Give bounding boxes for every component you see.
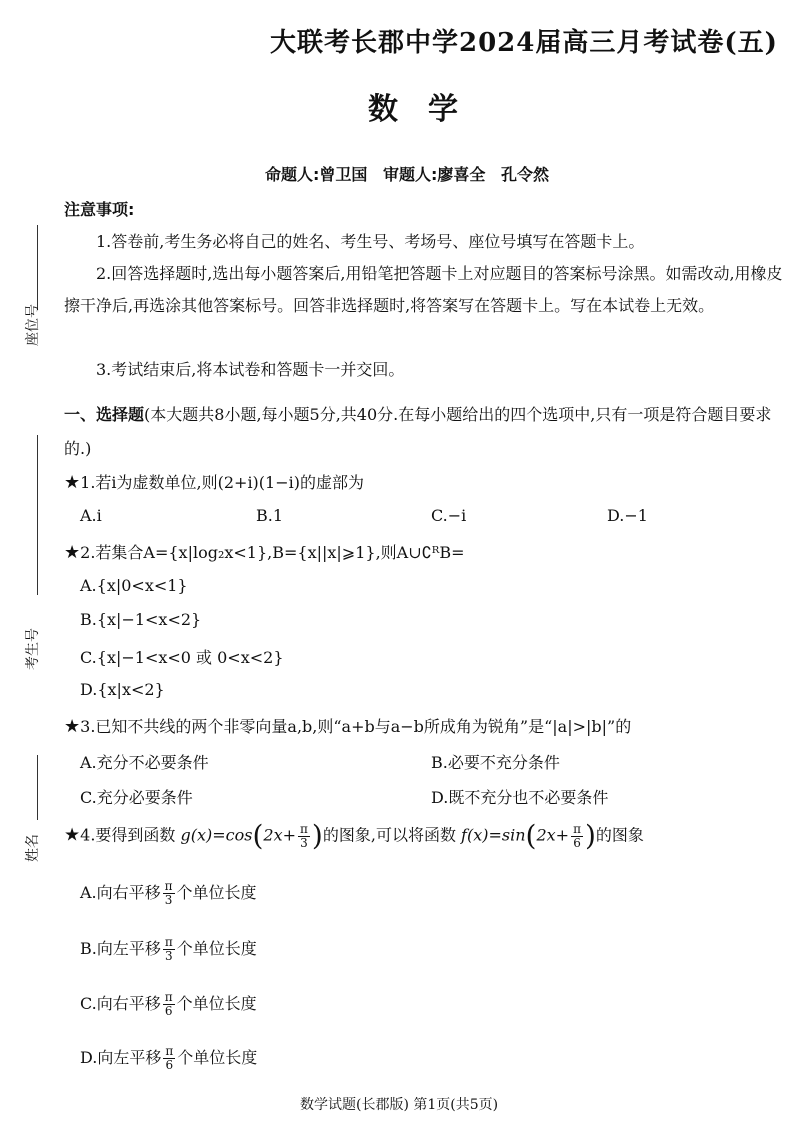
q4-text-2: 的图象,可以将函数	[322, 825, 456, 845]
authors-line	[265, 162, 559, 185]
section-1	[64, 398, 786, 466]
frac-den: 6	[573, 835, 581, 850]
margin-line-exam-no	[37, 435, 38, 595]
q4-option-c	[80, 991, 257, 1018]
star-icon: ★	[64, 824, 81, 846]
frac-den: 3	[300, 835, 308, 850]
frac-den: 6	[165, 1058, 174, 1072]
frac-num: π	[300, 821, 308, 836]
option-prefix: D.向左平移	[80, 1048, 162, 1067]
q1-option-d: D.−1	[607, 506, 648, 525]
section-1-heading: 一、选择题	[64, 405, 145, 424]
fraction-pi-6	[163, 1045, 175, 1072]
q4-option-d	[80, 1045, 257, 1072]
q2-option-a: A.{x|0<x<1}	[80, 576, 188, 595]
q3-option-d: D.既不充分也不必要条件	[431, 788, 609, 807]
frac-num: π	[573, 821, 581, 836]
question-3-stem	[64, 714, 631, 737]
notice-item-2: 2.回答选择题时,选出每小题答案后,用铅笔把答题卡上对应题目的答案标号涂黑。如需改动,用橡皮擦干净后,再选涂其他答案标号。回答非选择题时,将答案写在答题卡上。写在本试卷上无效。	[64, 264, 783, 315]
paren-open: (	[252, 819, 264, 852]
q1-option-b: B.1	[256, 506, 284, 525]
option-prefix: B.向左平移	[80, 939, 161, 958]
q2-option-b: B.{x|−1<x<2}	[80, 610, 202, 629]
option-suffix: 个单位长度	[176, 994, 257, 1013]
setter: 命题人:曾卫国	[265, 165, 368, 184]
exam-title: 大联考长郡中学2024届高三月考试卷(五)	[270, 28, 778, 58]
question-3-text: 3.已知不共线的两个非零向量a,b,则“a+b与a−b所成角为锐角”是“|a|>|b|”的	[80, 717, 632, 736]
section-1-desc: (本大题共8小题,每小题5分,共40分.在每小题给出的四个选项中,只有一项是符合题目要求的.)	[64, 405, 772, 458]
q3-option-c: C.充分必要条件	[80, 788, 193, 807]
question-1-stem	[64, 470, 364, 493]
option-prefix: C.向右平移	[80, 994, 161, 1013]
question-1-text: 1.若i为虚数单位,则(2+i)(1−i)的虚部为	[80, 473, 364, 492]
option-suffix: 个单位长度	[176, 939, 257, 958]
q4-text-3: 的图象	[595, 825, 644, 845]
option-suffix: 个单位长度	[176, 883, 257, 902]
frac-den: 3	[164, 949, 173, 963]
notice-item-3: 3.考试结束后,将本试卷和答题卡一并交回。	[96, 360, 405, 379]
q1-option-a: A.i	[80, 506, 102, 525]
q2-option-d: D.{x|x<2}	[80, 680, 165, 699]
question-2-stem	[64, 540, 465, 563]
margin-line-name	[37, 755, 38, 820]
frac-num: π	[165, 1044, 174, 1058]
star-icon: ★	[64, 542, 81, 563]
subject-title: 数学	[368, 92, 488, 127]
q4-f-arg: 2x+	[536, 825, 570, 845]
frac-den: 3	[164, 893, 173, 907]
q1-option-c: C.−i	[431, 506, 467, 525]
reviewer-2: 孔令然	[500, 165, 549, 184]
q3-option-a: A.充分不必要条件	[80, 753, 209, 772]
q4-g-def: g(x)=cos	[180, 825, 253, 845]
page-footer: 数学试题(长郡版) 第1页(共5页)	[300, 1097, 499, 1113]
star-icon: ★	[64, 716, 81, 737]
option-prefix: A.向右平移	[80, 883, 161, 902]
margin-label-exam-no: 考生号	[25, 628, 41, 670]
margin-line-seat	[37, 225, 38, 310]
q3-option-b: B.必要不充分条件	[431, 753, 560, 772]
fraction-pi-3	[163, 936, 175, 963]
q4-g-arg: 2x+	[263, 825, 297, 845]
q4-text-1: 4.要得到函数	[80, 825, 176, 845]
reviewer: 审题人:廖喜全	[382, 165, 486, 184]
paren-open: (	[525, 819, 537, 852]
star-icon: ★	[64, 472, 81, 493]
frac-den: 6	[164, 1004, 173, 1018]
fraction-pi-3	[298, 823, 310, 850]
paren-close: )	[584, 819, 596, 852]
margin-label-name: 姓名	[25, 834, 41, 862]
q4-option-a	[80, 880, 257, 907]
q2-option-c: C.{x|−1<x<0 或 0<x<2}	[80, 648, 284, 667]
frac-num: π	[164, 935, 173, 949]
question-4-stem	[64, 819, 644, 852]
notice-heading: 注意事项:	[64, 200, 135, 219]
question-2-text: 2.若集合A={x|log₂x<1},B={x||x|⩾1},则A∪∁ᴿB=	[80, 543, 465, 562]
fraction-pi-6	[571, 823, 583, 850]
frac-num: π	[164, 879, 173, 893]
notice-item-1: 1.答卷前,考生务必将自己的姓名、考生号、考场号、座位号填写在答题卡上。	[96, 232, 645, 251]
fraction-pi-6	[163, 991, 175, 1018]
fraction-pi-3	[163, 880, 175, 907]
option-suffix: 个单位长度	[177, 1048, 258, 1067]
q4-f-def: f(x)=sin	[461, 825, 526, 845]
frac-num: π	[164, 990, 173, 1004]
paren-close: )	[311, 819, 323, 852]
margin-label-seat: 座位号	[25, 304, 41, 346]
q4-option-b	[80, 936, 257, 963]
